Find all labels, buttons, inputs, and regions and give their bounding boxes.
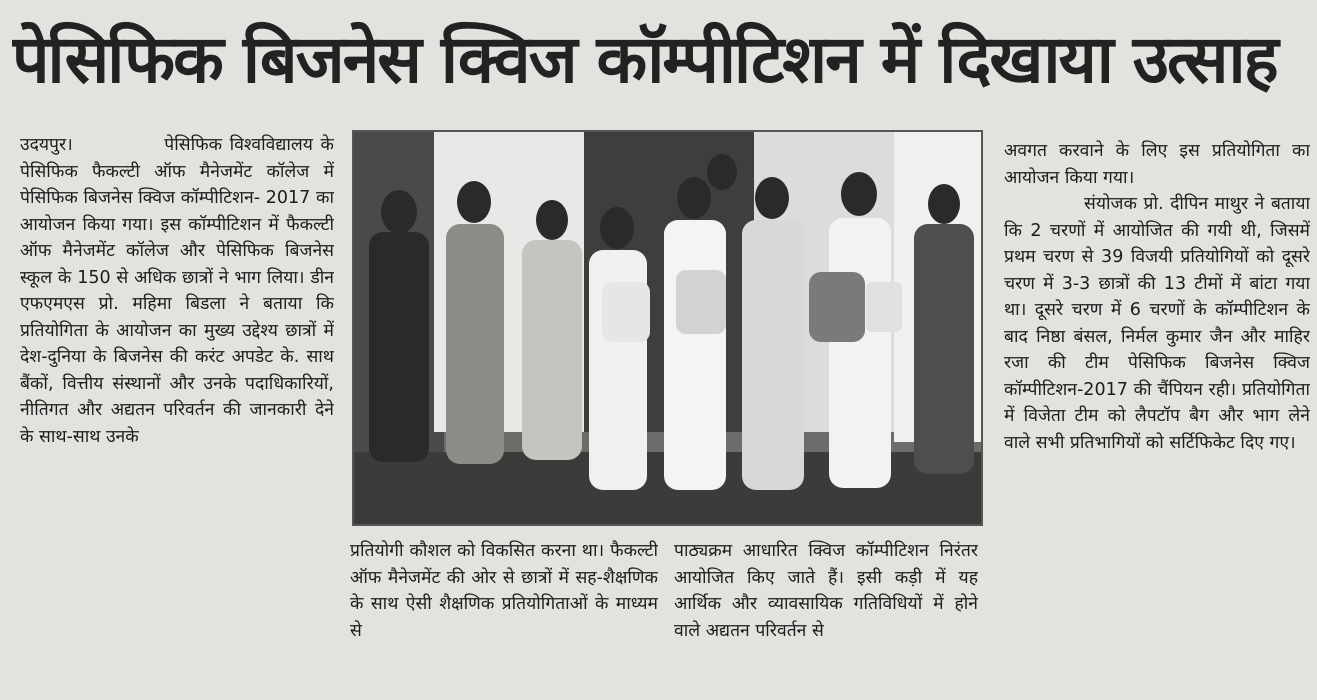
article-column-4 <box>1004 138 1310 700</box>
group-photo-illustration <box>354 132 981 524</box>
group-photo <box>352 130 983 526</box>
headline: पेसिफिक बिजनेस क्विज कॉम्पीटिशन में दिखाया उत्साह <box>12 21 1277 98</box>
column-4-para-2: संयोजक प्रो. दीपिन माथुर ने बताया कि 2 चरणों में आयोजित की गयी थी, जिसमें प्रथम चरण से 39 विजयी प्रतियोगियों को दूसरे चरण में 3-3 छात्रों की 13 टीमों में बांटा गया था। दूसरे चरण में 6 चरणों के कॉम्पीटिशन के बाद निष्ठा बंसल, निर्मल कुमार जैन और माहिर रजा की टीम पेसिफिक बिजनेस क्विज कॉम्पीटिशन-2017 की चैंपियन रही। प्रतियोगिता में विजेता टीम को लैपटॉप बैग और भाग लेने वाले सभी प्रतिभागियों को सर्टिफिकेट दिए गए। <box>1004 194 1310 453</box>
article-column-3 <box>674 538 978 700</box>
article-column-1 <box>20 132 334 700</box>
column-1-body: पेसिफिक विश्वविद्यालय के पेसिफिक फैकल्टी ऑफ मैनेजमेंट कॉलेज में पेसिफिक बिजनेस क्विज कॉम्पीटिशन- 2017 का आयोजन किया गया। इस कॉम्पीटिशन में फैकल्टी ऑफ मैनेजमेंट कॉलेज और पेसिफिक बिजनेस स्कूल के 150 से अधिक छात्रों ने भाग लिया। डीन एफएमएस प्रो. महिमा बिडला ने बताया कि प्रतियोगिता के आयोजन का मुख्य उद्देश्य छात्रों में देश-दुनिया के बिजनेस की करंट अपडेट के. साथ बैंकों, वित्तीय संस्थानों और उनके पदाधिकारियों, नीतिगत और अद्यतन परिवर्तन की जानकारी देने के साथ-साथ उनके <box>20 135 334 447</box>
article-column-2 <box>350 538 658 700</box>
dateline: उदयपुर। <box>20 135 73 155</box>
column-1-text <box>20 132 334 450</box>
column-2-text: प्रतियोगी कौशल को विकसित करना था। फैकल्टी ऑफ मैनेजमेंट की ओर से छात्रों में सह-शैक्षणिक के साथ ऐसी शैक्षणिक प्रतियोगिताओं के माध्यम से <box>350 541 658 641</box>
column-3-text: पाठ्यक्रम आधारित क्विज कॉम्पीटिशन निरंतर आयोजित किए जाते हैं। इसी कड़ी में यह आर्थिक और व्यावसायिक गतिविधियों में होने वाले अद्यतन परिवर्तन से <box>674 541 978 641</box>
column-4-para-1: अवगत करवाने के लिए इस प्रतियोगिता का आयोजन किया गया। <box>1004 141 1310 188</box>
